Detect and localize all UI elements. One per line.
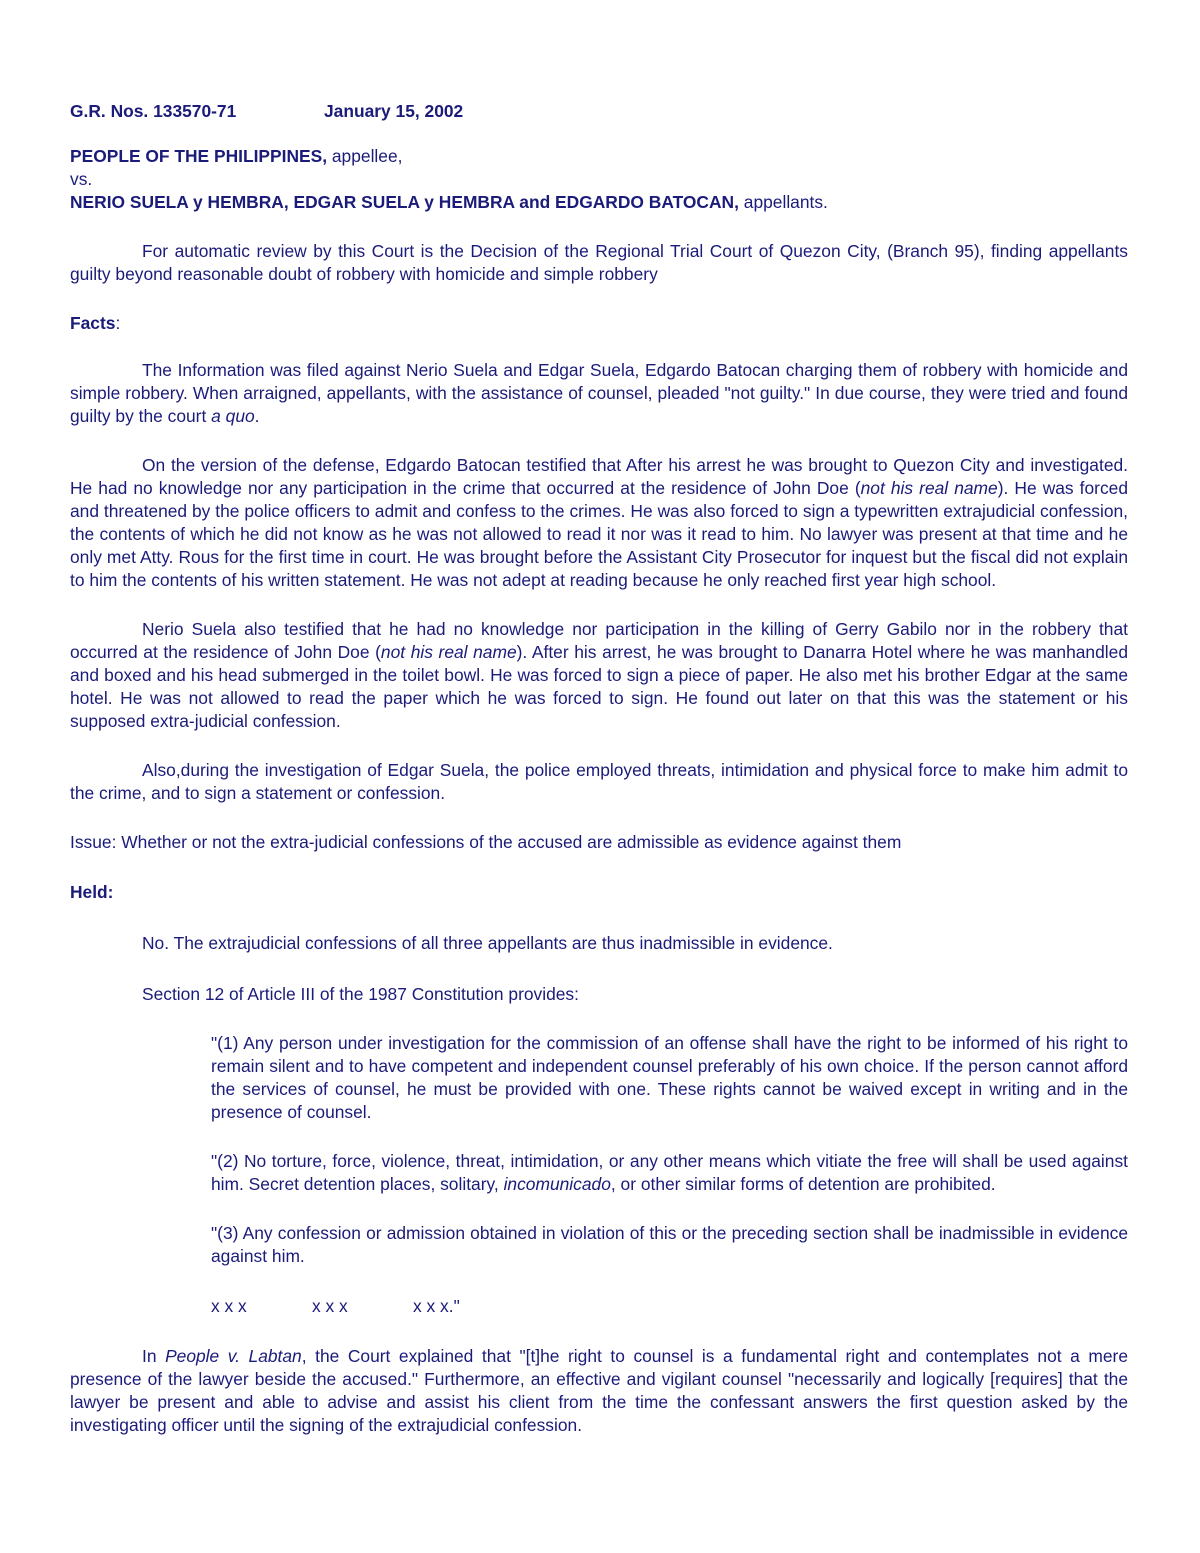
quote-item-1: "(1) Any person under investigation for the commission of an offense shall have the right to be informed of his right to remain silent and to have competent and independent counsel preferably of his own choice. If the person cannot afford the services of counsel, he must be provided with one. These rights cannot be waived except in writing and in the presence of counsel. [211, 1033, 1128, 1122]
intro-paragraph: For automatic review by this Court is the Decision of the Regional Trial Court of Quezon City, (Branch 95), finding appellants guilty beyond reasonable doubt of robbery with homicide and simple robbery [70, 241, 1128, 284]
appellants-line [70, 191, 1128, 214]
versus-line: vs. [70, 169, 93, 189]
appellee-line [70, 145, 1128, 168]
facts-paragraph-3: Nerio Suela also testified that he had no knowledge nor participation in the killing of Gerry Gabilo nor in the robbery that occurred at the residence of John Doe (not his real name). After his arrest, he was brought to Danarra Hotel where he was manhandled and boxed and his head submerged in the toilet bowl. He was forced to sign a piece of paper. He also met his brother Edgar at the same hotel. He was not allowed to read the paper which he was forced to sign. He found out later on that this was the statement or his supposed extra-judicial confession. [70, 619, 1128, 731]
held-answer: No. The extrajudicial confessions of all three appellants are thus inadmissible in evidence. [142, 933, 833, 953]
facts-paragraph-4: Also,during the investigation of Edgar Suela, the police employed threats, intimidation and physical force to make him admit to the crime, and to sign a statement or confession. [70, 760, 1128, 803]
quote-item-2: "(2) No torture, force, violence, threat, intimidation, or any other means which vitiate the free will shall be used against him. Secret detention places, solitary, incomunicado, or other similar forms of detention are prohibited. [211, 1151, 1128, 1194]
gr-number: G.R. Nos. 133570-71 [70, 101, 237, 121]
facts-paragraph-1: The Information was filed against Nerio Suela and Edgar Suela, Edgardo Batocan charging them of robbery with homicide and simple robbery. When arraigned, appellants, with the assistance of counsel, pleaded "not guilty." In due course, they were tried and found guilty by the court a quo. [70, 360, 1128, 426]
appellee-name: PEOPLE OF THE PHILIPPINES, [70, 146, 328, 166]
final-paragraph-clip [70, 1345, 1128, 1435]
document-page [70, 98, 1129, 1435]
case-header [70, 100, 1128, 123]
held-heading: Held: [70, 882, 114, 902]
appellants-name: NERIO SUELA y HEMBRA, EDGAR SUELA y HEMBRA and EDGARDO BATOCAN, [70, 192, 739, 212]
omission-marks: x x x x x x x x x." [211, 1296, 460, 1316]
section-intro: Section 12 of Article III of the 1987 Constitution provides: [142, 984, 579, 1004]
quote-item-3: "(3) Any confession or admission obtained in violation of this or the preceding section shall be inadmissible in evidence against him. [211, 1223, 1128, 1266]
facts-paragraph-2: On the version of the defense, Edgardo Batocan testified that After his arrest he was brought to Quezon City and investigated. He had no knowledge nor any participation in the crime that occurred at the residence of John Doe (not his real name). He was forced and threatened by the police officers to admit and confess to the crimes. He was also forced to sign a typewritten extrajudicial confession, the contents of which he did not know as he was not allowed to read it nor was it read to him. No lawyer was present at that time and he only met Atty. Rous for the first time in court. He was brought before the Assistant City Prosecutor for inquest but the fiscal did not explain to him the contents of his written statement. He was not adept at reading because he only reached first year high school. [70, 455, 1129, 590]
case-caption [70, 145, 1128, 214]
final-paragraph: In People v. Labtan, the Court explained that "[t]he right to counsel is a fundamental right and contemplates not a mere presence of the lawyer beside the accused." Furthermore, an effective and vigilant counsel "necessarily and logically [requires] that the lawyer be present and able to advise and assist his client from the time the confessant answers the first question asked by the investigating officer until the signing of the extrajudicial confession. [70, 1346, 1128, 1435]
facts-heading: Facts: [70, 313, 121, 333]
issue-paragraph: Issue: Whether or not the extra-judicial confessions of the accused are admissible as evidence against them [70, 832, 902, 852]
decision-date: January 15, 2002 [324, 101, 464, 121]
appellee-role: appellee, [327, 146, 403, 166]
appellants-role: appellants. [738, 192, 828, 212]
